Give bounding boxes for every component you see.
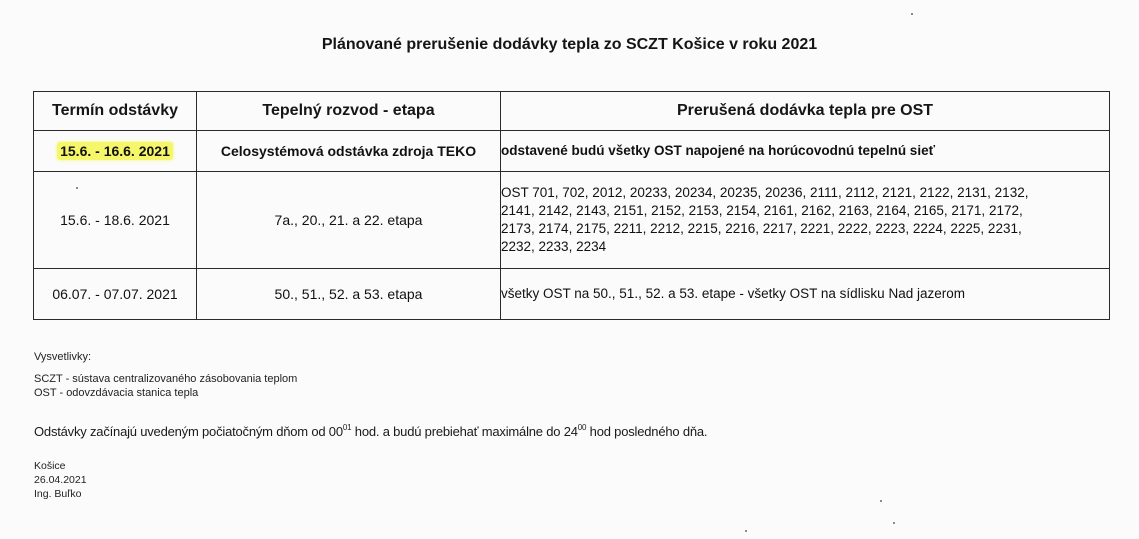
cell-term: 06.07. - 07.07. 2021 — [34, 269, 197, 320]
cell-term — [34, 131, 197, 172]
legend-item-ost: OST - odovzdávacia stanica tepla — [34, 387, 199, 399]
scan-speck — [745, 530, 747, 532]
scan-speck — [911, 13, 913, 15]
document-title: Plánované prerušenie dodávky tepla zo SCZT Košice v roku 2021 — [321, 36, 818, 53]
table-row — [34, 269, 1110, 320]
schedule-note — [34, 423, 707, 439]
note-superscript: 00 — [577, 423, 587, 432]
header-ost: Prerušená dodávka tepla pre OST — [501, 92, 1110, 131]
signature-place: Košice — [34, 460, 66, 472]
note-text: Odstávky začínajú uvedeným počiatočným dňom od 00 — [34, 424, 343, 439]
cell-ost: odstavené budú všetky OST napojené na horúcovodnú tepelnú sieť — [501, 131, 1110, 172]
note-superscript: 01 — [342, 423, 352, 432]
ost-line: 2232, 2233, 2234 — [501, 239, 607, 254]
cell-stage: 50., 51., 52. a 53. etapa — [197, 269, 501, 320]
scan-speck — [880, 500, 882, 502]
legend-item-sczt: SCZT - sústava centralizovaného zásobovania teplom — [34, 373, 298, 385]
highlighted-term: 15.6. - 16.6. 2021 — [57, 142, 173, 160]
table-row — [34, 131, 1110, 172]
ost-line: OST 701, 702, 2012, 20233, 20234, 20235, 20236, 2111, 2112, 2121, 2122, 2131, 2132, — [501, 185, 1029, 200]
cell-stage: Celosystémová odstávka zdroja TEKO — [197, 131, 501, 172]
header-term: Termín odstávky — [34, 92, 197, 131]
scan-speck — [893, 522, 895, 524]
ost-line: 2173, 2174, 2175, 2211, 2212, 2215, 2216, 2217, 2221, 2222, 2223, 2224, 2225, 2231, — [501, 221, 1022, 236]
header-stage: Tepelný rozvod - etapa — [197, 92, 501, 131]
cell-term: 15.6. - 18.6. 2021 — [34, 172, 197, 269]
table-row — [34, 172, 1110, 269]
signature-date: 26.04.2021 — [34, 474, 87, 486]
ost-line: 2141, 2142, 2143, 2151, 2152, 2153, 2154, 2161, 2162, 2163, 2164, 2165, 2171, 2172, — [501, 203, 1023, 218]
legend-title: Vysvetlivky: — [34, 351, 92, 363]
cell-ost — [501, 172, 1110, 269]
cell-stage: 7a., 20., 21. a 22. etapa — [197, 172, 501, 269]
signature-name: Ing. Buľko — [34, 488, 82, 500]
note-text: hod posledného dňa. — [586, 424, 708, 439]
table-header-row — [34, 92, 1110, 131]
scan-speck — [76, 187, 78, 189]
note-text: hod. a budú prebiehať maximálne do 24 — [351, 424, 578, 439]
outage-table — [33, 91, 1110, 320]
cell-ost: všetky OST na 50., 51., 52. a 53. etape - všetky OST na sídlisku Nad jazerom — [501, 269, 1110, 320]
